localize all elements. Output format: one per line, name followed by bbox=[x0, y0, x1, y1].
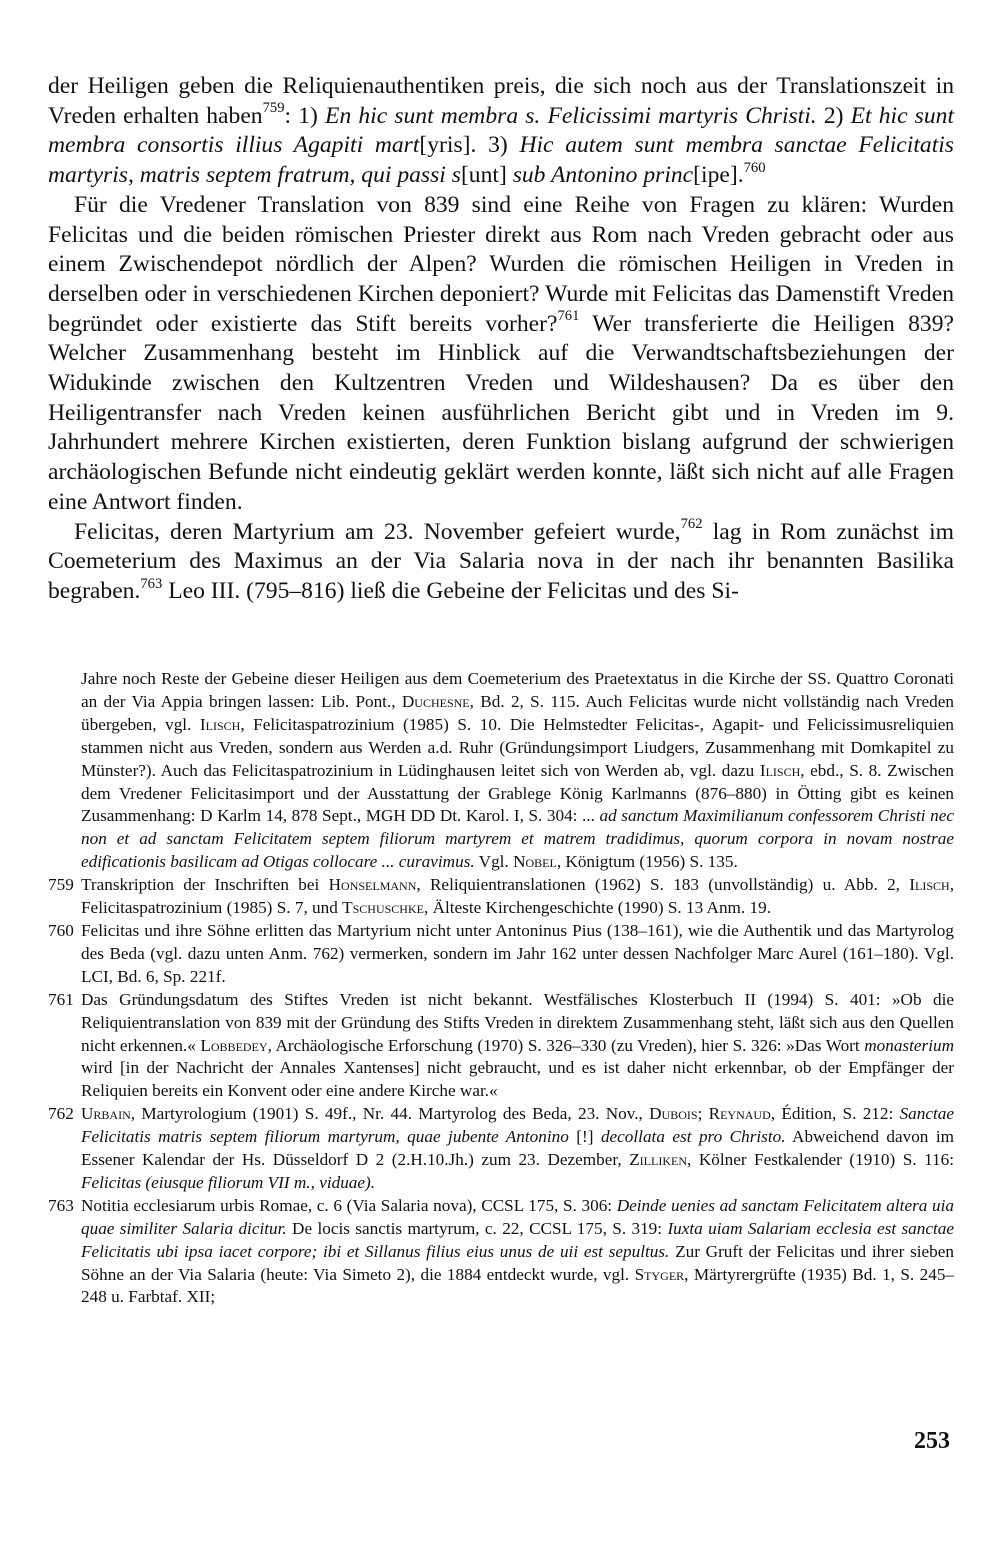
paragraph-1 bbox=[48, 72, 954, 191]
author-name: Dubois bbox=[649, 1104, 698, 1124]
text-run: 2) bbox=[816, 102, 851, 129]
footnote-number: 761 bbox=[48, 989, 74, 1009]
inscription-quote: En hic sunt membra s. Felicissimi martyris Christi. bbox=[325, 102, 817, 129]
footnotes bbox=[48, 668, 954, 1309]
text-run: , Märtyrergrüfte (1935) Bd. 1, S. 245–248 u. Farbtaf. XII; bbox=[81, 1264, 955, 1307]
text-run: [unt] bbox=[460, 162, 513, 189]
text-run: : 1) bbox=[284, 102, 326, 129]
paragraph-2 bbox=[48, 191, 954, 518]
author-name: Nobel bbox=[513, 852, 557, 872]
author-name: Urbain bbox=[81, 1104, 131, 1124]
text-run: De locis sanctis martyrum, c. 22, CCSL 175, S. 319: bbox=[286, 1218, 668, 1238]
text-run: , Älteste Kirchengeschichte (1990) S. 13 Anm. 19. bbox=[423, 898, 772, 918]
text-run: Transkription der Inschriften bei bbox=[81, 875, 329, 895]
latin-quote: ad sanctum Maximilianum confessorem Christi nec non et ad sanctam Felicitatem septem filiorum martyrem et matrem tradidimus, quorum corpora in novam nostrae edificationis basilicam ad Otigas collocare ... curavimus. bbox=[81, 806, 954, 872]
footnote-762 bbox=[48, 1103, 954, 1195]
inscription-quote: Et hic sunt membra consortis illius Agapiti mart bbox=[48, 102, 955, 159]
latin-quote: decollata est pro Christo. bbox=[600, 1127, 786, 1147]
text-run: Zur Gruft der Felicitas und ihrer sieben Söhne an der Via Salaria (heute: Via Simeto 2), die 1884 entdeckt wurde, vgl. bbox=[81, 1241, 954, 1284]
text-run: , Bd. 2, S. 115. Auch Felicitas wurde nicht vollständig nach Vreden übergeben, vgl. bbox=[81, 691, 954, 734]
text-run: lag in Rom zunächst im Coemeterium des Maximus an der Via Salaria nova in der nach ihr benannten Basilika begraben. bbox=[48, 518, 954, 604]
footnote-ref-761[interactable]: 761 bbox=[557, 308, 580, 325]
text-run: , Reliquientranslationen (1962) S. 183 (unvollständig) u. Abb. 2, bbox=[416, 875, 910, 895]
footnote-continuation bbox=[48, 668, 954, 874]
text-run: , Kölner Festkalender (1910) S. 116: bbox=[687, 1150, 954, 1170]
text-run: Für die Vredener Translation von 839 sind eine Reihe von Fragen zu klären: Wurden Felicitas und die beiden römischen Priester direkt aus Rom nach Vreden gebracht oder aus einem Zwischendepot nördlich der Alpen? Wurden die römischen Heiligen in Vreden in derselben oder in verschiedenen Kirchen deponiert? Wurde mit Felicitas das Damenstift Vreden begründet oder existierte das Stift bereits vorher? bbox=[48, 191, 954, 337]
text-run: [yris]. 3) bbox=[419, 132, 520, 159]
text-run: Notitia ecclesiarum urbis Romae, c. 6 (Via Salaria nova), CCSL 175, S. 306: bbox=[81, 1195, 617, 1215]
paragraph-3 bbox=[48, 518, 954, 607]
footnote-760 bbox=[48, 920, 954, 989]
author-name: Tschuschke bbox=[342, 898, 424, 918]
author-name: Honselmann bbox=[328, 875, 417, 895]
text-run: Felicitas und ihre Söhne erlitten das Martyrium nicht unter Antoninus Pius (138–161), wie die Authentik und das Martyrolog des Beda (vgl. dazu unten Anm. 762) vermerken, sondern im Jahr 162 unter dessen Nachfolger Marc Aurel (161–180). Vgl. LCI, Bd. 6, Sp. 221f. bbox=[81, 920, 954, 986]
footnote-number: 760 bbox=[48, 920, 74, 940]
footnote-759 bbox=[48, 874, 954, 920]
text-run: Vgl. bbox=[474, 852, 514, 872]
footnote-763 bbox=[48, 1195, 954, 1310]
text-run: Das Gründungsdatum des Stiftes Vreden ist nicht bekannt. Westfälisches Klosterbuch II (1994) S. 401: »Ob die Reliquientranslation von 839 mit der Gründung des Stifts Vreden in direktem Zusammenhang steht, läßt sich aus den Quellen nicht erkennen.« bbox=[81, 989, 954, 1055]
main-text bbox=[48, 72, 954, 607]
text-run: , Königtum (1956) S. 135. bbox=[556, 852, 738, 872]
text-run: wird [in der Nachricht der Annales Xantenses] nicht gebraucht, und es ist daher nicht erkennbar, ob der Empfänger der Reliquien bereits ein Konvent oder eine andere Kirche war.« bbox=[81, 1058, 954, 1101]
text-run: , Archäologische Erforschung (1970) S. 326–330 (zu Vreden), hier S. 326: »Das Wort bbox=[267, 1035, 865, 1055]
footnote-761 bbox=[48, 989, 954, 1104]
author-name: Ilisch bbox=[199, 714, 241, 734]
text-run: , Édition, S. 212: bbox=[770, 1104, 900, 1124]
text-run: Felicitas, deren Martyrium am 23. November gefeiert wurde, bbox=[74, 518, 681, 545]
footnote-ref-759[interactable]: 759 bbox=[262, 100, 285, 117]
author-name: Lobbedey bbox=[200, 1035, 268, 1055]
text-run: , ebd., S. 8. Zwischen dem Vredener Felicitasimport und der Ausstattung der Grablege König Karlmanns (876–880) in Ötting gibt es keinen Zusammenhang: D Karlm 14, 878 Sept., MGH DD Dt. Karol. I, S. 304: ... bbox=[81, 760, 954, 826]
text-run: [!] bbox=[568, 1127, 601, 1147]
text-run: Abweichend davon im Essener Kalendar der Hs. Düsseldorf D 2 (2.H.10.Jh.) zum 23. Dezember, bbox=[81, 1127, 955, 1170]
footnote-number: 762 bbox=[48, 1104, 74, 1124]
text-run: [ipe]. bbox=[693, 162, 744, 189]
text-run: , Martyrologium (1901) S. 49f., Nr. 44. Martyrolog des Beda, 23. Nov., bbox=[130, 1104, 650, 1124]
page-number: 253 bbox=[914, 1428, 950, 1454]
author-name: Ilisch bbox=[759, 760, 801, 780]
author-name: Styger bbox=[634, 1264, 685, 1284]
author-name: Zilliken bbox=[629, 1150, 688, 1170]
footnote-number: 759 bbox=[48, 875, 74, 895]
latin-quote: Iuxta uiam Salariam ecclesia est sanctae Felicitatis ubi ipsa iacet corpore; ibi et Sillanus filius eius unus de uii est sepultus. bbox=[81, 1218, 954, 1261]
footnote-ref-760[interactable]: 760 bbox=[743, 159, 766, 176]
latin-quote: Sanctae Felicitatis matris septem filiorum martyrum, quae jubente Antonino bbox=[81, 1104, 954, 1147]
text-run: Wer transferierte die Heiligen 839? Welcher Zusammenhang besteht im Hinblick auf die Verwandtschaftsbeziehungen der Widukinde zwischen den Kultzentren Vreden und Wildeshausen? Da es über den Heiligentransfer nach Vreden keinen ausführlichen Bericht gibt und in Vreden im 9. Jahrhundert mehrere Kirchen existierten, deren Funktion bislang aufgrund der schwierigen archäologischen Befunde nicht eindeutig geklärt werden konnte, läßt sich nicht auf alle Fragen eine Antwort finden. bbox=[48, 310, 954, 515]
author-name: Ilisch bbox=[909, 875, 950, 895]
author-name: Duchesne bbox=[401, 691, 470, 711]
text-run: , Felicitaspatrozinium (1985) S. 7, und bbox=[81, 875, 954, 918]
text-run: der Heiligen geben die Reliquienauthentiken preis, die sich noch aus der Translationszeit in Vreden erhalten haben bbox=[48, 73, 954, 129]
latin-quote: Deinde uenies ad sanctam Felicitatem altera uia quae similiter Salaria dicitur. bbox=[81, 1195, 954, 1238]
text-run: Jahre noch Reste der Gebeine dieser Heiligen aus dem Coemeterium des Praetextatus in die Kirche der SS. Quattro Coronati an der Via Appia bringen lassen: Lib. Pont., bbox=[81, 669, 954, 711]
author-name: Reynaud bbox=[708, 1104, 771, 1124]
inscription-quote: sub Antonino princ bbox=[512, 162, 694, 189]
latin-term: monasterium bbox=[864, 1035, 954, 1055]
footnote-ref-763[interactable]: 763 bbox=[140, 575, 163, 592]
text-run: ; bbox=[697, 1104, 709, 1124]
latin-quote: Felicitas (eiusque filiorum VII m., viduae). bbox=[81, 1172, 376, 1192]
text-run: Leo III. (795–816) ließ die Gebeine der Felicitas und des Si- bbox=[162, 577, 739, 604]
footnote-number: 763 bbox=[48, 1195, 74, 1215]
text-run: , Felicitaspatrozinium (1985) S. 10. Die Helmstedter Felicitas-, Agapit- und Felicissimusreliquien stammen nicht aus Vreden, sondern aus Werden a.d. Ruhr (Gründungsimport Liudgers, Zusammenhang mit Domkapitel zu Münster?). Auch das Felicitaspatrozinium in Lüdinghausen leitet sich von Werden ab, vgl. dazu bbox=[81, 714, 954, 780]
footnote-ref-762[interactable]: 762 bbox=[680, 516, 703, 533]
inscription-quote: Hic autem sunt membra sanctae Felicitatis martyris, matris septem fratrum, qui passi s bbox=[48, 132, 954, 189]
